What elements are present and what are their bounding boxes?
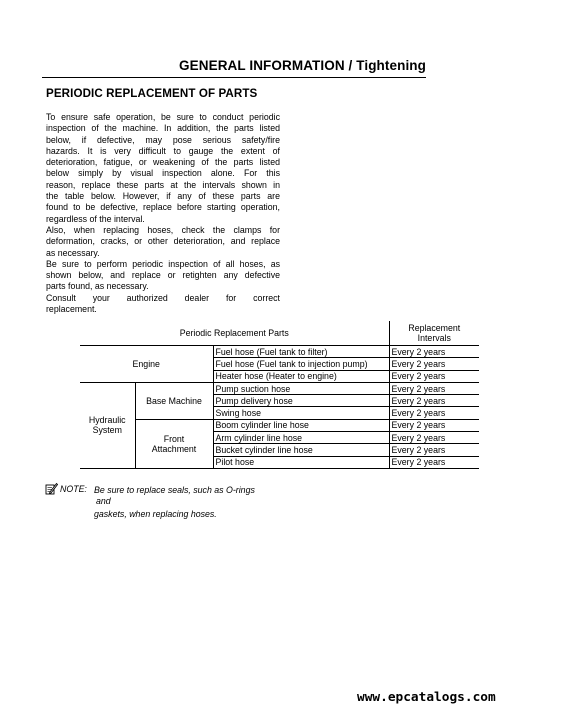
section-title: PERIODIC REPLACEMENT OF PARTS xyxy=(46,87,258,100)
table-cell-part: Pump delivery hose xyxy=(213,395,389,407)
table-cell-part: Fuel hose (Fuel tank to injection pump) xyxy=(213,358,389,370)
table-header-interval-line1: Replacement xyxy=(408,323,461,333)
intro-line: below, if defective, may pose serious safety/fire xyxy=(46,134,280,145)
engine-group-label: Engine xyxy=(80,346,213,383)
table-header-interval-line2: Intervals xyxy=(417,333,451,343)
table-cell-interval: Every 2 years xyxy=(389,346,479,358)
intro-line: shown below, and replace or retighten any defective xyxy=(46,270,280,281)
base-machine-label: Base Machine xyxy=(135,382,213,419)
table-cell-part: Bucket cylinder line hose xyxy=(213,444,389,456)
note-text-line3: gaskets, when replacing hoses. xyxy=(94,509,217,519)
intro-line: deformation, cracks, or other deterioration, and replace xyxy=(46,236,280,247)
table-cell-part: Swing hose xyxy=(213,407,389,419)
header-divider xyxy=(42,77,426,78)
front-label-line1: Front xyxy=(163,433,185,444)
page-title: GENERAL INFORMATION / Tightening xyxy=(179,58,426,73)
replacement-parts-table xyxy=(80,321,479,469)
note-text-line2: and xyxy=(96,496,111,506)
intro-line: deterioration, fatigue, or weakening of the parts listed xyxy=(46,157,280,168)
intro-line: Be sure to perform periodic inspection of all hoses, as xyxy=(46,258,280,269)
hydraulic-label-line1: Hydraulic xyxy=(88,415,126,426)
pencil-note-icon xyxy=(45,482,58,495)
table-cell-part: Pump suction hose xyxy=(213,382,389,394)
table-header-interval xyxy=(389,321,479,346)
table-cell-interval: Every 2 years xyxy=(389,358,479,370)
intro-line: found to be defective, replace before starting operation, xyxy=(46,202,280,213)
table-cell-interval: Every 2 years xyxy=(389,456,479,468)
hydraulic-group-label xyxy=(80,382,135,468)
table-cell-interval: Every 2 years xyxy=(389,407,479,419)
front-label-line2: Attachment xyxy=(151,443,197,454)
note-text-line1: Be sure to replace seals, such as O-rings xyxy=(94,485,255,495)
intro-paragraph xyxy=(46,112,280,315)
table-cell-interval: Every 2 years xyxy=(389,444,479,456)
intro-line: Also, when replacing hoses, check the clamps for xyxy=(46,224,280,235)
table-cell-part: Pilot hose xyxy=(213,456,389,468)
intro-line: To ensure safe operation, be sure to conduct periodic xyxy=(46,112,280,122)
intro-line: hazards. It is very difficult to gauge the extent of xyxy=(46,145,280,156)
intro-line: Consult your authorized dealer for correct xyxy=(46,292,280,303)
table-cell-interval: Every 2 years xyxy=(389,395,479,407)
table-header-parts: Periodic Replacement Parts xyxy=(80,321,389,346)
note-label: NOTE: xyxy=(60,484,87,494)
table-cell-interval: Every 2 years xyxy=(389,419,479,431)
table-cell-interval: Every 2 years xyxy=(389,432,479,444)
intro-line: the table below. However, if any of these parts are xyxy=(46,191,280,202)
intro-line: reason, replace these parts at the intervals shown in xyxy=(46,179,280,190)
watermark: www.epcatalogs.com xyxy=(357,690,496,705)
table-cell-interval: Every 2 years xyxy=(389,382,479,394)
intro-line: as necessary. xyxy=(46,247,100,258)
table-cell-part: Heater hose (Heater to engine) xyxy=(213,370,389,382)
front-attachment-label xyxy=(135,419,213,468)
intro-line: replacement. xyxy=(46,304,97,315)
table-cell-part: Boom cylinder line hose xyxy=(213,419,389,431)
table-cell-part: Fuel hose (Fuel tank to filter) xyxy=(213,346,389,358)
hydraulic-label-line2: System xyxy=(92,425,122,436)
intro-line: parts found, as necessary. xyxy=(46,281,149,292)
table-cell-part: Arm cylinder line hose xyxy=(213,432,389,444)
intro-line: below simply by visual inspection alone. For this xyxy=(46,168,280,179)
table-cell-interval: Every 2 years xyxy=(389,370,479,382)
intro-line: regardless of the interval. xyxy=(46,213,145,224)
intro-line: inspection of the machine. In addition, the parts listed xyxy=(46,123,280,134)
